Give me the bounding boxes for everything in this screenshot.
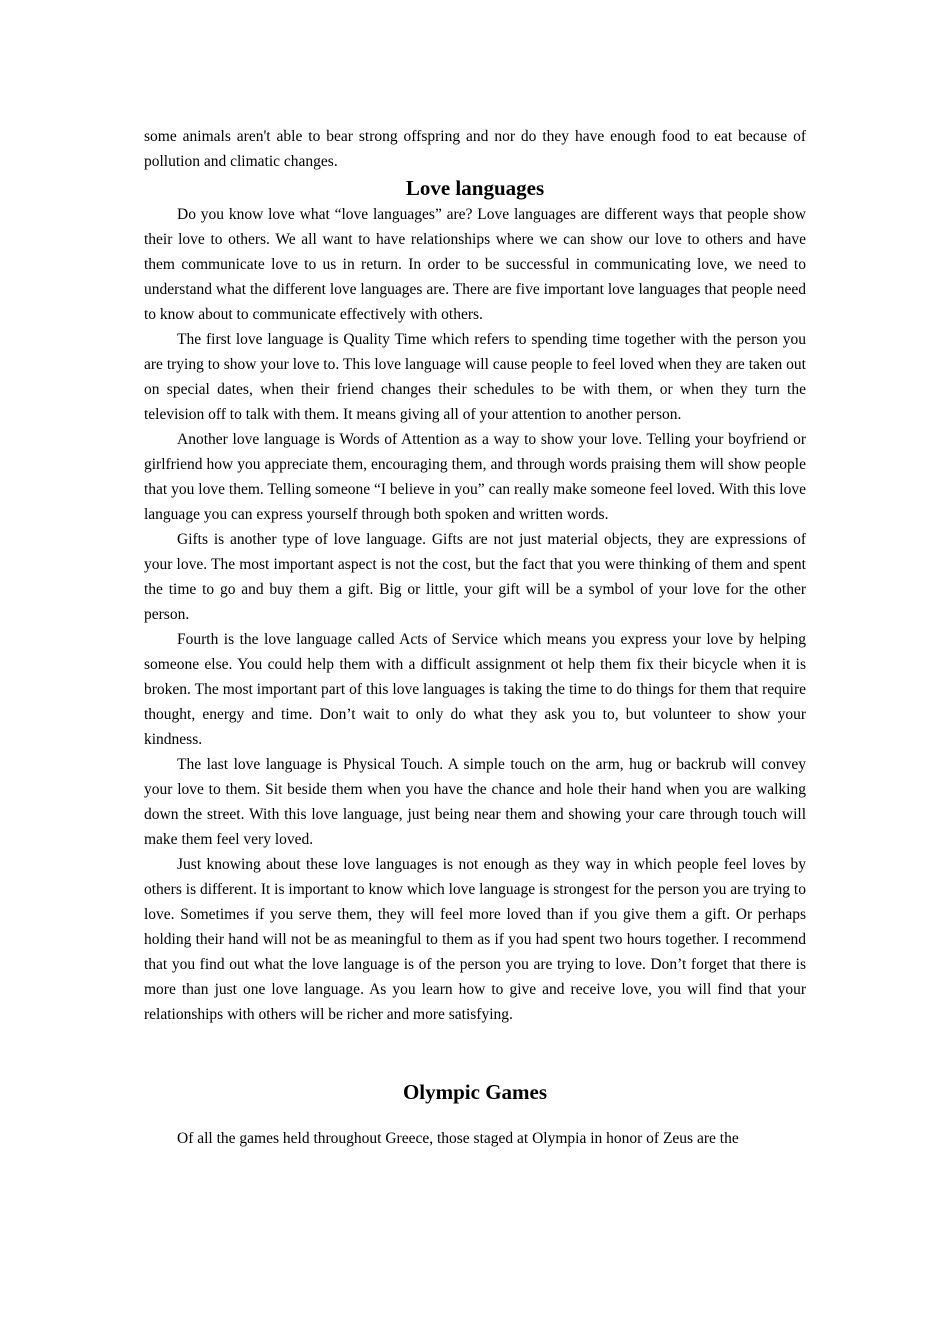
section-title-love-languages: Love languages	[405, 176, 545, 200]
olympic-paragraph-1: Of all the games held throughout Greece, those staged at Olympia in honor of Zeus are the	[177, 1130, 739, 1147]
love-paragraph-7: Just knowing about these love languages is not enough as they way in which people feel loves by others is different. It is important to know which love language is strongest for the person you are trying to love. Sometimes if you serve them, they will feel more loved than if you give them a gift. Or perhaps holding their hand will not be as meaningful to them as if you had spent two hours together. I recommend that you find out what the love language is of the person you are trying to love. Don’t forget that there is more than just one love language. As you learn how to give and receive love, you will find that your relationships with others will be richer and more satisfying.	[144, 856, 806, 1023]
intro-paragraph: some animals aren't able to bear strong offspring and nor do they have enough food to eat because of pollution and climatic changes.	[144, 128, 806, 170]
love-paragraph-1: Do you know love what “love languages” are? Love languages are different ways that people show their love to others. We all want to have relationships where we can show our love to others and have them communicate love to us in return. In order to be successful in communicating love, we need to understand what the different love languages are. There are five important love languages that people need to know about to communicate effectively with others.	[144, 206, 806, 323]
love-paragraph-3: Another love language is Words of Attention as a way to show your love. Telling your boyfriend or girlfriend how you appreciate them, encouraging them, and through words praising them will show people that you love them. Telling someone “I believe in you” can really make someone feel loved. With this love language you can express yourself through both spoken and written words.	[144, 431, 806, 523]
document-page	[144, 124, 806, 1151]
love-paragraph-5: Fourth is the love language called Acts of Service which means you express your love by helping someone else. You could help them with a difficult assignment ot help them fix their bicycle when it is broken. The most important part of this love languages is taking the time to do things for them that require thought, energy and time. Don’t wait to only do what they ask you to, but volunteer to show your kindness.	[144, 631, 806, 748]
love-paragraph-4: Gifts is another type of love language. Gifts are not just material objects, they are expressions of your love. The most important aspect is not the cost, but the fact that you were thinking of them and spent the time to go and buy them a gift. Big or little, your gift will be a symbol of your love for the other person.	[144, 531, 806, 623]
love-paragraph-6: The last love language is Physical Touch. A simple touch on the arm, hug or backrub will convey your love to them. Sit beside them when you have the chance and hole their hand when you are walking down the street. With this love language, just being near them and showing your care through touch will make them feel very loved.	[144, 756, 806, 848]
section-title-olympic-games: Olympic Games	[402, 1080, 548, 1104]
love-paragraph-2: The first love language is Quality Time which refers to spending time together with the person you are trying to show your love to. This love language will cause people to feel loved when they are taken out on special dates, when their friend changes their schedules to be with them, or when they turn the television off to talk with them. It means giving all of your attention to another person.	[144, 331, 806, 423]
